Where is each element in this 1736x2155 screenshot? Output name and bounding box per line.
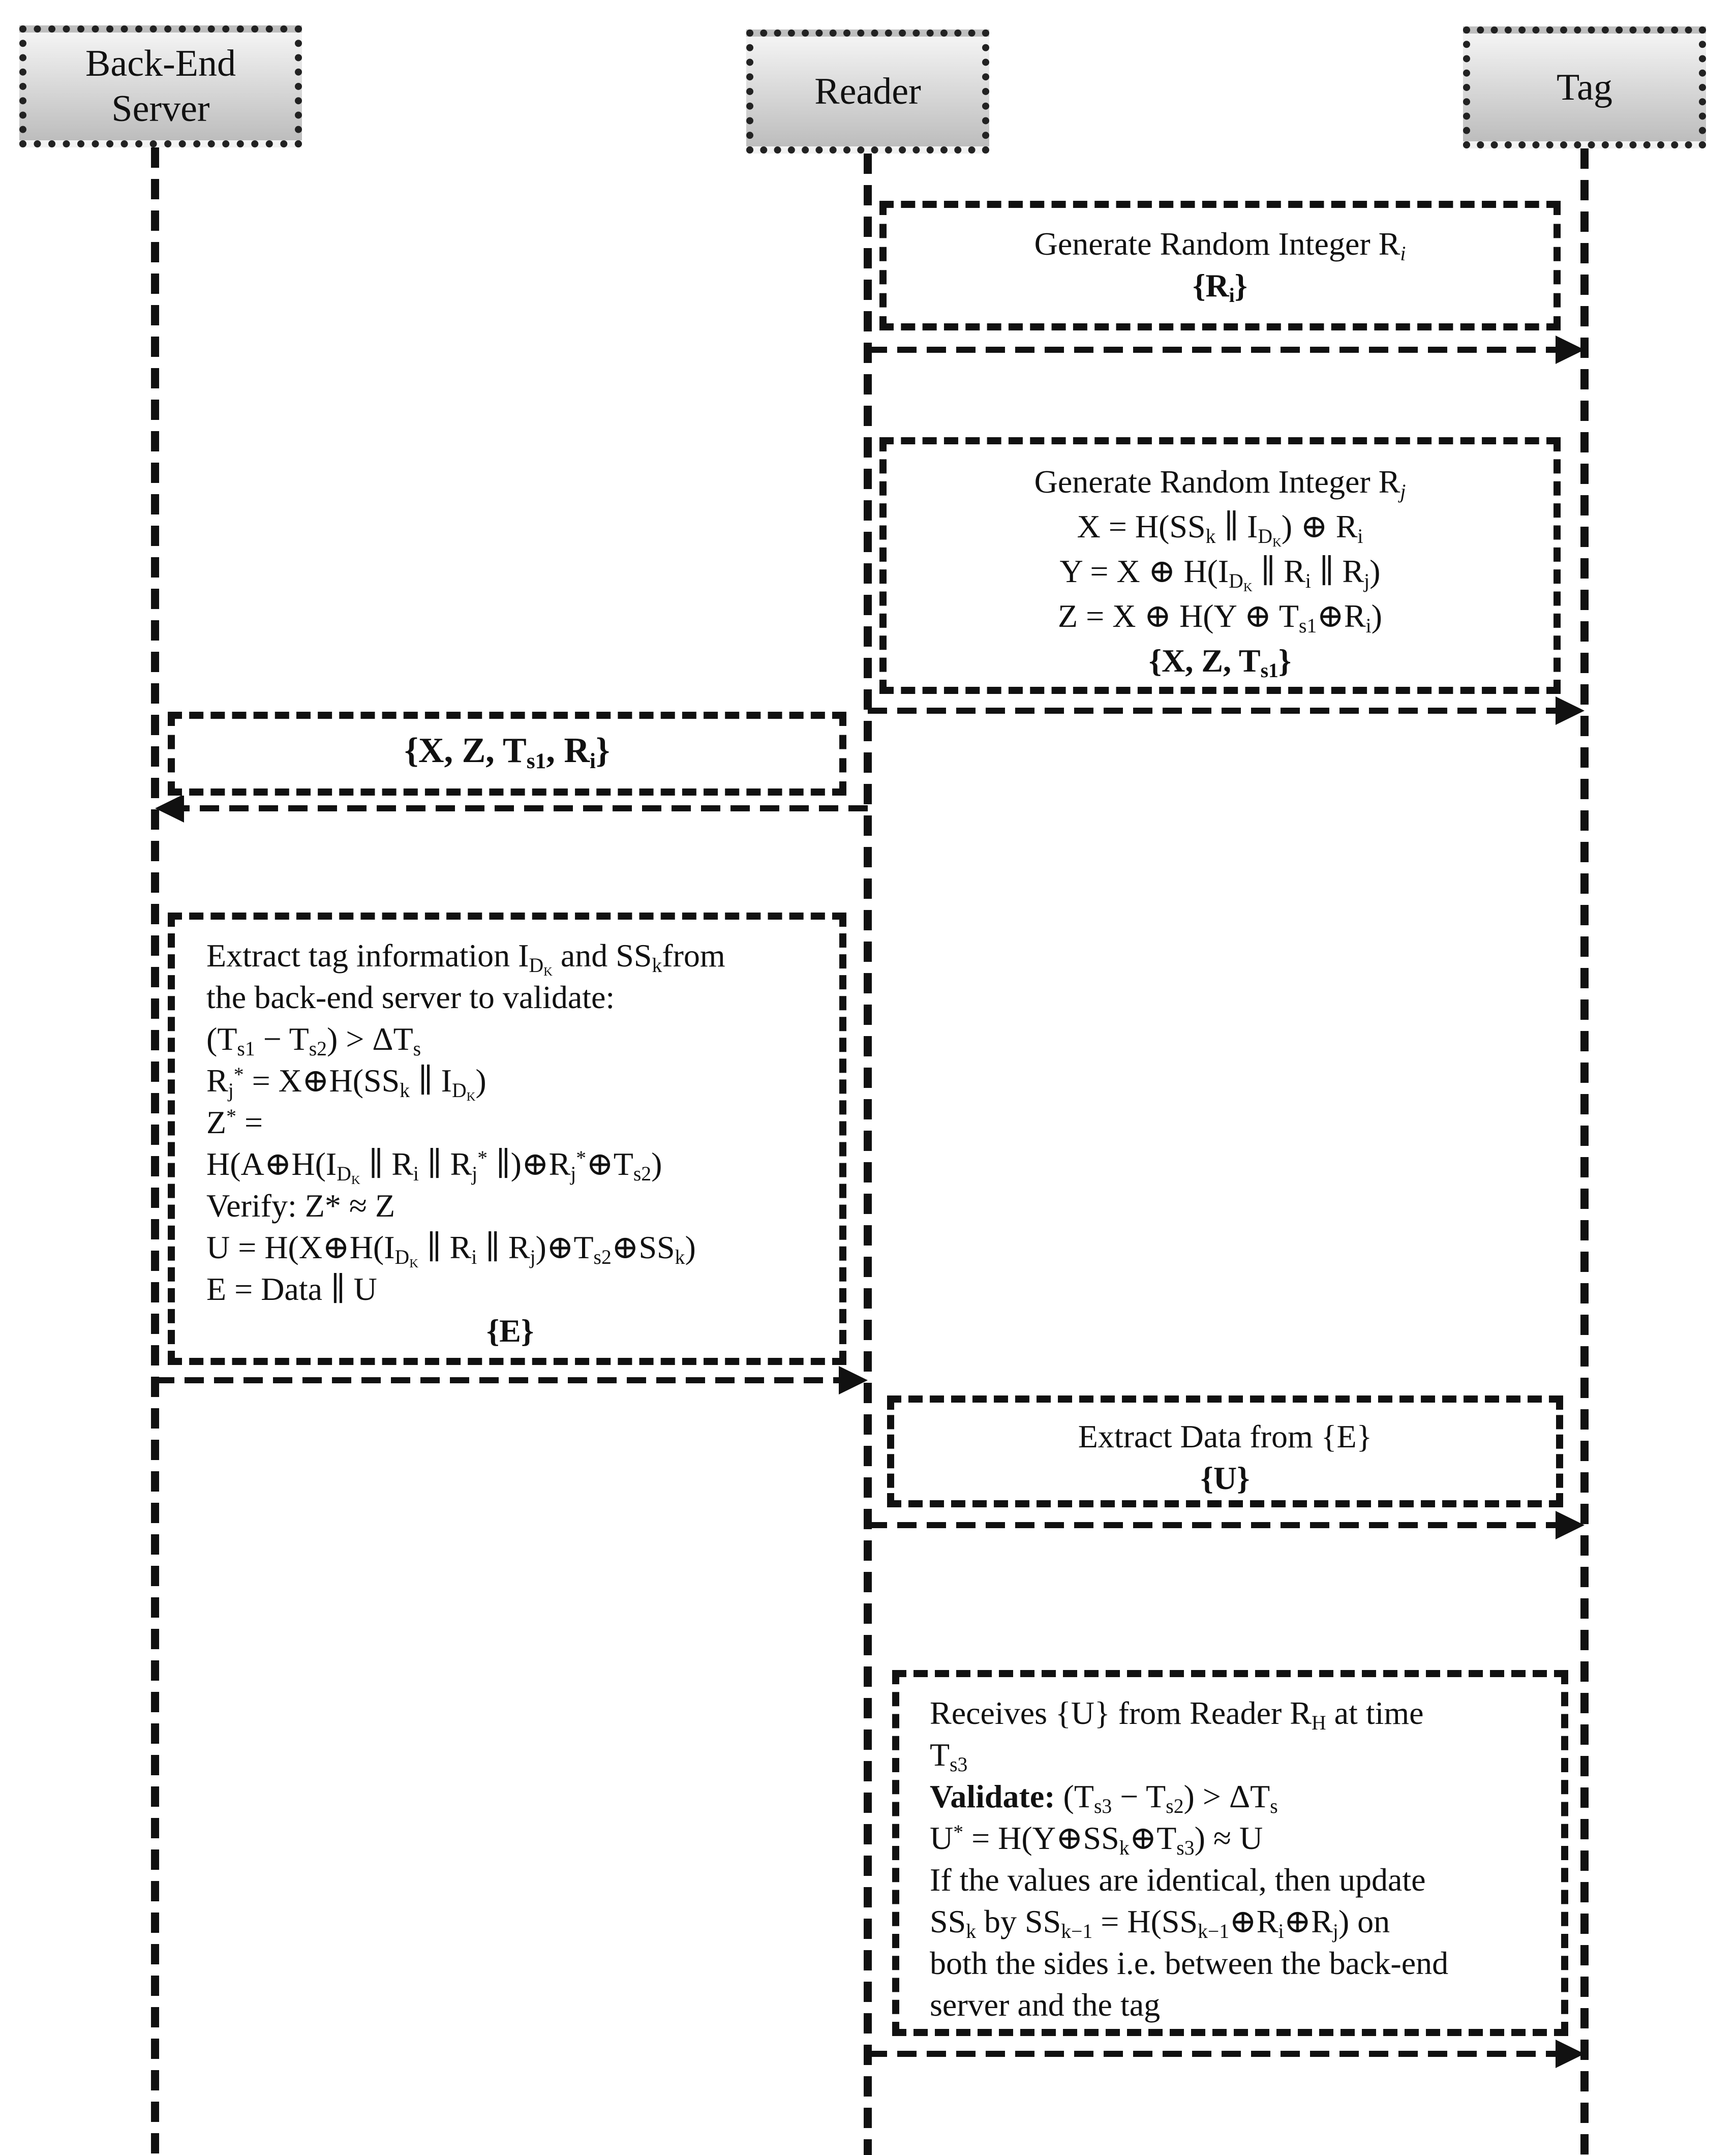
step6-ts3-text: T <box>930 1737 950 1773</box>
step2-message: {X, Z, T <box>1148 643 1261 679</box>
arrowhead-2 <box>1556 696 1585 725</box>
step4-text-b: and SS <box>552 937 652 974</box>
step3-message-sub2: i <box>589 749 596 774</box>
step2-title: Generate Random Integer R <box>1034 464 1400 500</box>
step6-receives-sub: H <box>1311 1712 1326 1735</box>
step4-z-star: Z* = <box>206 1104 263 1140</box>
step6-ts3 <box>930 1734 1536 1776</box>
actor-server-label-line2: Server <box>111 88 210 130</box>
step2-message-end: } <box>1278 643 1292 679</box>
step4-verify: Verify: Z* ≈ Z <box>206 1188 395 1224</box>
actor-tag-label: Tag <box>1557 66 1612 108</box>
step1-message-sub: i <box>1229 284 1235 307</box>
step3-message: {X, Z, T <box>404 731 527 770</box>
step-reader-forward-to-server <box>168 712 846 796</box>
step4-z-star-expr: $H(A\oplus H(I_{D_K}$ ∥ $R_i$ ∥ $R_j^*$ $\parallel)\oplus R_j^*\oplus T_{s2}$) <box>206 1146 662 1187</box>
step4-e-eq: E = Data ∥ U <box>206 1271 377 1307</box>
step5-text: Extract Data from {E} <box>1078 1418 1373 1454</box>
arrowhead-5 <box>1556 1511 1585 1539</box>
step2-message-sub: s1 <box>1260 659 1278 682</box>
step6-validate-label: Validate: <box>930 1778 1055 1814</box>
step2-x-equation: $X = H(SS_k$ ∥ $I_{D_K}$) ⊕ $R_i$ <box>1077 508 1363 550</box>
step4-line1: Extract tag information $I_{D_K}$ and $SS_kfrom$ <box>206 937 725 979</box>
actor-reader-label: Reader <box>814 70 921 112</box>
step1-message-end: } <box>1234 267 1247 303</box>
step6-last: server and the tag <box>930 1987 1161 2023</box>
step6-u-star: $U^* = H(Y\oplus SS_k\oplus T_{s3}) \approx U$ <box>930 1820 1263 1860</box>
step-tag-validate-update <box>892 1670 1568 2036</box>
step1-text: Generate Random Integer R <box>1034 226 1400 262</box>
step6-sides: both the sides i.e. between the back-end <box>930 1945 1449 1981</box>
step4-text-c: from <box>662 937 725 974</box>
arrowhead-1 <box>1556 336 1585 364</box>
step2-y-eq-text: Y = X ⊕ H(I <box>1059 553 1229 589</box>
step6-ts3-sub: s3 <box>950 1753 968 1776</box>
step1-text-sub: i <box>1400 242 1406 265</box>
step6-validate: Validate: $(T_{s3} - T_{s2}) > \Delta T_s$ <box>930 1778 1278 1818</box>
step-reader-extract-data <box>887 1395 1563 1507</box>
step6-receives <box>930 1692 1536 1734</box>
step4-rj-star: $R_j^*$ = $X\oplus H(SS_k$ ∥ $I_{D_K}$) <box>206 1063 486 1104</box>
arrowhead-3 <box>155 794 184 823</box>
step2-z-eq-text: Z = X ⊕ H(Y ⊕ T <box>1058 598 1299 634</box>
step-reader-compute-xyz <box>879 437 1561 694</box>
step2-y-equation: Y = X ⊕ $H(I_{D_K}$ ∥ $R_i$ ∥ $R_j$) <box>1059 553 1381 594</box>
step6-update-formula: $SS_k$ by $SS_{k-1}$ = $H(SS_{k-1}\oplus R_i\oplus R_j)$ on <box>930 1903 1390 1943</box>
step3-message-sub: s1 <box>526 749 546 774</box>
step4-u-eq: $U = H(X\oplus H(I_{D_K}$ ∥ $R_i$ ∥ $R_j)\oplus T_{s2}\oplus SS_k$) <box>206 1229 696 1270</box>
step3-message-mid: , R <box>546 731 590 770</box>
step-server-validate <box>168 913 846 1365</box>
step3-message-end: } <box>595 731 610 770</box>
arrowhead-4 <box>839 1366 868 1394</box>
step-reader-generate-ri <box>879 201 1561 330</box>
step1-message: {R <box>1193 267 1229 303</box>
arrowhead-6 <box>1556 2040 1585 2068</box>
actor-server-label-line1: Back-End <box>85 43 236 85</box>
step2-x-eq-text: X = H(SS <box>1077 508 1206 544</box>
step6-receives-text: Receives {U} from Reader R <box>930 1695 1312 1731</box>
step6-update: If the values are identical, then update <box>930 1862 1426 1898</box>
step4-message: {E} <box>486 1313 534 1349</box>
step4-text-a: Extract tag information I <box>206 937 529 974</box>
step2-z-equation: Z = X ⊕ H(Y ⊕ $T_{s1}\oplus R_i$) <box>1058 598 1382 638</box>
step5-message: {U} <box>1200 1460 1250 1496</box>
step2-title-sub: j <box>1400 480 1406 503</box>
step6-receives-end: at time <box>1326 1695 1424 1731</box>
step4-line2: the back-end server to validate: <box>206 979 615 1015</box>
step4-time-check: $(T_{s1} - T_{s2}) > \Delta T_s$ <box>206 1021 421 1060</box>
